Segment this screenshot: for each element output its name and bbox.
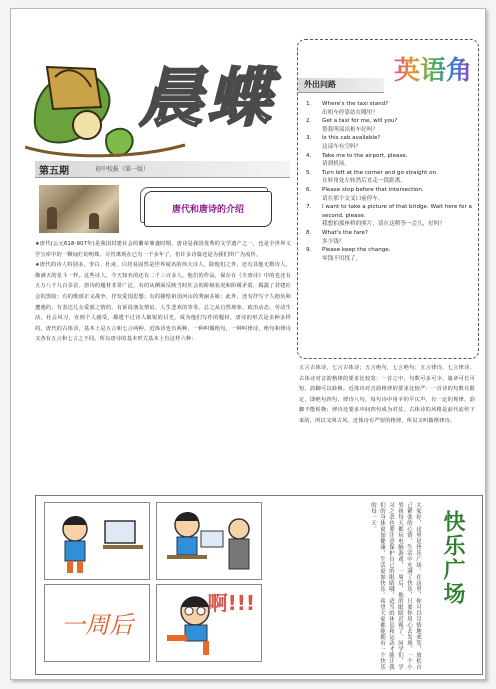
phrase-chinese: 请到机场。 — [322, 161, 350, 168]
landscape-photo — [39, 185, 119, 233]
phrase-english: Where's the taxi stand? — [322, 101, 389, 107]
boy-and-parent-illustration — [157, 503, 261, 579]
comic-caption: 一周后 — [61, 611, 133, 639]
phrase-number: 3. — [306, 135, 312, 142]
newspaper-page — [10, 8, 486, 680]
issue-number: 第五期 — [39, 166, 69, 177]
phrase-item — [306, 134, 472, 151]
phrase-chinese: 零钱不用找了。 — [322, 255, 362, 262]
phrase-number: 7. — [306, 204, 312, 211]
english-corner-title: 英语角 — [394, 50, 472, 87]
issue-subtitle: 初中校报（第一版） — [95, 166, 150, 173]
sidebar-heading: 外出问路 — [298, 78, 384, 93]
article-column-right — [299, 363, 475, 489]
phrase-english: Take me to the airport, please. — [322, 152, 408, 159]
phrase-english: I want to take a picture of that bridge. Wait here for a second, please. — [322, 204, 472, 219]
phrase-number: 9. — [306, 247, 312, 254]
article-paragraph: ★唐代的诗人特别多，李白、杜甫、白居易固然是世界闻名的伟大诗人，除他们之外，还有其他无数诗人，像满天的星斗一样。这些诗人，今天知名的还有二千三百多人。他们的作品，保存在《全唐诗》中的也还有五万八千九百多首。唐诗的题材非常广泛，有的从侧面反映当时社会的阶级状况和阶级矛盾，揭露了封建社会的黑暗；有的歌颂正义战争，抒发爱国思想；有的描绘祖国河山的秀丽多娇；此外，还有抒写个人抱负和遭遇的，有表达儿女爱慕之情的，有诉说朋友情谊、人生悲欢的等等。总之从自然现象、政治动态、劳动生活、社会风习，直到个人感受，都逃不过诗人敏锐的目光，成为他们写作的题材。唐诗的形式是多种多样的。唐代的古体诗，基本上是五言和七言两种。近体诗也有两种，一种叫做绝句，一种叫律诗。绝句和律诗又各有五言和七言之不同。所以唐诗的基本形式基本上有这样六种： — [35, 262, 291, 343]
phrase-english: Please keep the change. — [322, 247, 391, 254]
article-column-left — [35, 239, 291, 489]
phrase-item — [306, 186, 472, 203]
comic-panel-1 — [44, 502, 150, 580]
comic-section — [35, 495, 483, 675]
phrase-item — [306, 203, 472, 229]
feature-title-scroll — [144, 191, 272, 227]
comic-panel-3 — [44, 584, 150, 662]
phrase-number: 5. — [306, 169, 312, 176]
phrase-chinese: 我想拍那座桥的照片，请在这稍等一会儿，好吗？ — [322, 221, 446, 228]
phrase-chinese: 多少钱？ — [322, 238, 345, 245]
phrase-number: 2. — [306, 118, 312, 125]
phrase-item — [306, 169, 472, 186]
issue-bar — [35, 161, 290, 178]
phrase-number: 1. — [306, 101, 312, 107]
phrase-chinese: 请在那个交叉口前停车。 — [322, 195, 384, 202]
phrase-item — [306, 100, 472, 117]
phrase-chinese: 这部车有空吗？ — [322, 143, 362, 150]
phrase-english: Get a taxi for me, will you? — [322, 118, 398, 125]
feature-title: 唐代和唐诗的介绍 — [171, 205, 244, 215]
phrase-chinese: 在转角处左转然后直走一段距离。 — [322, 178, 406, 185]
comic-panel-2 — [156, 502, 262, 580]
happy-square-title: 快乐广场 — [440, 510, 466, 606]
phrase-item — [306, 117, 472, 134]
english-corner-sidebar — [297, 39, 479, 359]
phrase-item — [306, 229, 472, 246]
tree-shape — [89, 213, 99, 229]
boy-at-computer-illustration — [45, 503, 149, 579]
phrase-english: What's the fare? — [322, 229, 368, 236]
phrase-number: 4. — [306, 152, 312, 159]
article-paragraph: 五言古体诗，七言古体诗；五言绝句，七言绝句；五言律诗，七言律诗。古体诗对音韵格律的要求比较宽：一首之中，句数可多可少，篇章可长可短，韵脚可以转换。近体诗对音韵格律的要求比较严：一首诗的句数有限定，即绝句四句，律诗八句，每句诗中用字的平仄声，有一定的规律，韵脚不能转换；律诗还要求中间四句成为对仗。古体诗的风格是前代流传下来的，所以又叫古风。近体诗有严密的格律，所以又叫做格律诗。 — [299, 365, 475, 424]
phrase-english: Please stop before that intersection. — [322, 186, 424, 193]
phrase-chinese: 帮我叫部出租车好吗？ — [322, 126, 378, 133]
phrase-item — [306, 152, 472, 169]
phrase-number: 8. — [306, 229, 312, 236]
comic-side-text: 大家好，这里是快乐广场。在这里，你可以尽情地欢笑，放松自己紧张的心情。生活中充满了快乐，只要你用心去发现。一个小男孩每天都玩电脑游戏，一周后，他的眼睛近视了。同学们，学习之余也要注意保护自己的眼睛哦，适当的休息和运动才能让我们的身体更加健康，生活更加快乐。希望大家都能拥有一个快乐的每一天。 — [370, 502, 421, 670]
phrase-number: 6. — [306, 186, 312, 193]
phrase-item — [306, 246, 472, 263]
phrase-list — [306, 100, 472, 263]
comic-exclamation: 啊!!! — [207, 591, 255, 615]
phrase-chinese: 出租车停靠站在哪里？ — [322, 109, 378, 116]
tree-shape — [47, 207, 57, 229]
phrase-english: Is this cab available? — [322, 135, 381, 142]
phrase-english: Turn left at the corner and go straight on. — [322, 169, 438, 176]
masthead-title: 晨蝶 — [139, 61, 275, 136]
comic-panel-4 — [156, 584, 262, 662]
article-paragraph: ★唐代(公元618-907年)是我国封建社会的繁荣鼎盛时期，唐诗是我国优秀的文学遗产之一，也是全世界文学宝库中的一颗灿烂的明珠。尽管离现在已有一千多年了，但许多诗篇还是为我们所广为流传。 — [35, 241, 291, 258]
